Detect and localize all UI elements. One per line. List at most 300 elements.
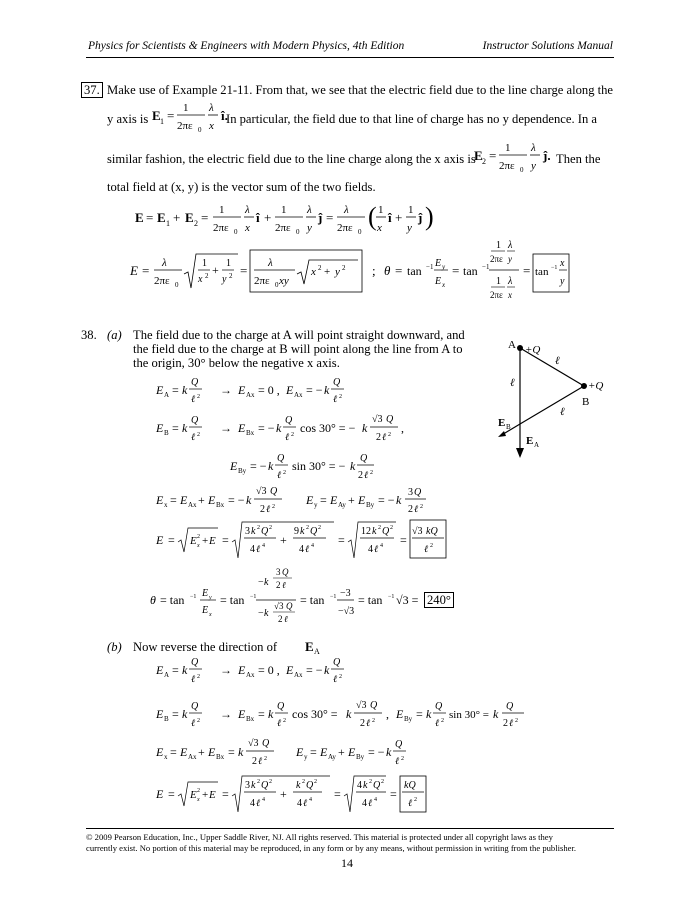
svg-text:2: 2 bbox=[482, 157, 486, 166]
svg-text:Ax: Ax bbox=[246, 671, 255, 679]
svg-text:Q: Q bbox=[506, 701, 514, 712]
footer-rule bbox=[86, 828, 614, 829]
svg-text:=: = bbox=[390, 787, 397, 801]
svg-text:=: = bbox=[523, 263, 531, 278]
svg-text:ℓ: ℓ bbox=[266, 504, 271, 515]
svg-text:2: 2 bbox=[378, 525, 381, 531]
svg-text:Ax: Ax bbox=[294, 671, 303, 679]
svg-text:=: = bbox=[167, 108, 175, 123]
svg-text:Q: Q bbox=[262, 738, 270, 749]
svg-text:E: E bbox=[238, 707, 246, 721]
svg-text:k: k bbox=[324, 663, 330, 677]
svg-text:= −: = − bbox=[228, 493, 245, 507]
svg-text:x: x bbox=[311, 266, 316, 278]
svg-text:= −: = − bbox=[306, 383, 323, 397]
svg-text:Q: Q bbox=[414, 487, 422, 498]
svg-text:+: + bbox=[324, 266, 331, 278]
svg-text:1: 1 bbox=[202, 258, 207, 269]
svg-text:= tan: = tan bbox=[358, 593, 383, 607]
svg-text:): ) bbox=[425, 202, 434, 231]
svg-text:= −: = − bbox=[306, 663, 323, 677]
svg-text:Ax: Ax bbox=[188, 501, 197, 509]
svg-text:4: 4 bbox=[250, 798, 255, 809]
svg-text:k: k bbox=[362, 421, 368, 435]
svg-text:2: 2 bbox=[276, 580, 281, 590]
svg-text:Q: Q bbox=[261, 526, 269, 537]
svg-text:E: E bbox=[396, 707, 404, 721]
svg-text:0: 0 bbox=[234, 228, 238, 236]
svg-text:E: E bbox=[156, 493, 164, 507]
svg-text:k: k bbox=[386, 745, 392, 759]
svg-text:= tan: = tan bbox=[300, 593, 325, 607]
svg-text:Q: Q bbox=[373, 780, 381, 791]
svg-text:=: = bbox=[489, 148, 497, 163]
svg-text:Q: Q bbox=[277, 453, 285, 464]
svg-text:1: 1 bbox=[408, 204, 414, 216]
p37-line3b: Then the bbox=[556, 152, 601, 166]
svg-text:λ: λ bbox=[268, 257, 273, 269]
svg-text:sin 30° =: sin 30° = bbox=[449, 709, 489, 721]
svg-text:+: + bbox=[202, 789, 209, 801]
svg-text:k: k bbox=[246, 493, 252, 507]
svg-text:=: = bbox=[228, 745, 235, 759]
svg-text:2πε: 2πε bbox=[254, 275, 270, 287]
svg-text:E: E bbox=[306, 493, 314, 507]
svg-text:2: 2 bbox=[264, 756, 267, 762]
svg-text:ℓ: ℓ bbox=[305, 544, 310, 555]
svg-text:E: E bbox=[190, 789, 197, 801]
svg-text:4: 4 bbox=[262, 543, 265, 549]
svg-text:k: k bbox=[251, 780, 256, 791]
svg-text:3: 3 bbox=[245, 780, 250, 791]
svg-text:E: E bbox=[286, 663, 294, 677]
footer-copyright-2: currently exist. No portion of this material may be reproduced, in any form or by any means, without permission in writing from the publisher. bbox=[86, 843, 576, 853]
svg-text:+: + bbox=[198, 493, 205, 507]
svg-text:E: E bbox=[286, 383, 294, 397]
svg-text:E: E bbox=[156, 383, 164, 397]
p38-part-b-label: (b) bbox=[107, 640, 122, 654]
svg-text:k: k bbox=[350, 459, 356, 473]
svg-text:Ax: Ax bbox=[246, 391, 255, 399]
svg-text:2πε: 2πε bbox=[213, 222, 229, 234]
svg-text:E: E bbox=[230, 459, 238, 473]
svg-text:4: 4 bbox=[309, 797, 312, 803]
svg-text:E: E bbox=[435, 258, 442, 269]
svg-text:î.: î. bbox=[221, 108, 228, 123]
svg-text:ℓ: ℓ bbox=[191, 394, 196, 405]
svg-text:2: 2 bbox=[257, 525, 260, 531]
page-number: 14 bbox=[341, 856, 353, 870]
p38-part-a-label: (a) bbox=[107, 328, 122, 342]
svg-text:2: 2 bbox=[342, 264, 346, 272]
svg-text:k: k bbox=[182, 707, 188, 721]
svg-text:Q: Q bbox=[270, 486, 278, 497]
svg-text:Q: Q bbox=[333, 377, 341, 388]
svg-text:1: 1 bbox=[496, 240, 501, 251]
svg-text:x: x bbox=[164, 501, 168, 509]
svg-text:By: By bbox=[366, 501, 375, 509]
p37-line1: Make use of Example 21-11. From that, we see that the electric field due to the line charge along the bbox=[107, 83, 614, 97]
svg-text:0: 0 bbox=[520, 166, 524, 174]
svg-text:k: k bbox=[300, 526, 305, 537]
svg-text:1: 1 bbox=[160, 117, 164, 126]
svg-text:Bx: Bx bbox=[246, 429, 255, 437]
svg-text:k: k bbox=[238, 745, 244, 759]
svg-text:2: 2 bbox=[257, 779, 260, 785]
svg-text:Q: Q bbox=[382, 526, 390, 537]
svg-text:Q: Q bbox=[386, 414, 394, 425]
svg-text:ℓ: ℓ bbox=[303, 798, 308, 809]
svg-text:θ: θ bbox=[150, 593, 156, 607]
svg-text:k: k bbox=[426, 707, 432, 721]
svg-text:x: x bbox=[442, 281, 446, 289]
svg-text:x: x bbox=[377, 222, 382, 234]
svg-text:k: k bbox=[324, 383, 330, 397]
svg-text:=: = bbox=[201, 210, 209, 225]
svg-text:ℓ: ℓ bbox=[374, 544, 379, 555]
svg-text:Q: Q bbox=[191, 415, 199, 426]
svg-text:2: 2 bbox=[197, 788, 200, 794]
svg-text:Q: Q bbox=[282, 567, 289, 577]
p37-line2b: In particular, the field due to that line of charge has no y dependence. In a bbox=[226, 112, 597, 126]
svg-text:y: y bbox=[222, 274, 227, 285]
svg-text:y: y bbox=[407, 222, 412, 234]
svg-text:2: 2 bbox=[441, 718, 444, 724]
svg-text:x: x bbox=[198, 274, 203, 285]
p38b-equations bbox=[150, 652, 510, 822]
svg-text:By: By bbox=[356, 753, 365, 761]
svg-text:Bx: Bx bbox=[246, 715, 255, 723]
svg-text:A: A bbox=[164, 671, 170, 679]
svg-text:ℓ: ℓ bbox=[366, 718, 371, 729]
svg-text:1: 1 bbox=[378, 204, 384, 216]
svg-text:ℓ: ℓ bbox=[395, 756, 400, 767]
svg-text:Q: Q bbox=[435, 701, 443, 712]
svg-text:√3: √3 bbox=[256, 486, 267, 497]
svg-text:E: E bbox=[156, 663, 164, 677]
svg-text:y: y bbox=[531, 160, 536, 172]
svg-text:k: k bbox=[182, 421, 188, 435]
svg-text:ℓ: ℓ bbox=[435, 718, 440, 729]
svg-text:0: 0 bbox=[175, 281, 179, 289]
svg-text:k: k bbox=[268, 707, 274, 721]
svg-text:E: E bbox=[156, 745, 164, 759]
svg-text:ℓ: ℓ bbox=[191, 674, 196, 685]
svg-text:−: − bbox=[258, 577, 264, 588]
svg-text:ĵ: ĵ bbox=[418, 210, 423, 225]
svg-text:k: k bbox=[251, 526, 256, 537]
svg-text:Q: Q bbox=[277, 701, 285, 712]
svg-text:2: 2 bbox=[414, 797, 417, 803]
svg-text:E: E bbox=[474, 148, 483, 163]
p37-line3a: similar fashion, the electric field due to the line charge along the x axis is bbox=[107, 152, 476, 166]
svg-text:k: k bbox=[363, 780, 368, 791]
svg-text:2πε: 2πε bbox=[499, 160, 515, 172]
svg-text:+: + bbox=[198, 745, 205, 759]
svg-text:2: 2 bbox=[278, 614, 283, 624]
svg-text:ℓ: ℓ bbox=[424, 544, 429, 555]
p38a-equations bbox=[150, 372, 510, 622]
svg-text:2: 2 bbox=[381, 779, 384, 785]
svg-text:E: E bbox=[202, 605, 209, 616]
svg-text:tan: tan bbox=[535, 266, 549, 278]
svg-text:ℓ: ℓ bbox=[282, 580, 286, 590]
svg-text:2: 2 bbox=[283, 470, 286, 476]
svg-text:2πε: 2πε bbox=[275, 222, 291, 234]
svg-text:√3: √3 bbox=[372, 414, 383, 425]
svg-text:+: + bbox=[280, 787, 287, 801]
svg-text:Q: Q bbox=[360, 453, 368, 464]
svg-text:0: 0 bbox=[358, 228, 362, 236]
svg-text:2πε: 2πε bbox=[177, 120, 193, 132]
svg-text:=: = bbox=[222, 787, 229, 801]
svg-text:λ: λ bbox=[508, 276, 513, 287]
header-manual-name: Instructor Solutions Manual bbox=[482, 40, 613, 52]
svg-text:2: 2 bbox=[272, 504, 275, 510]
svg-text:E: E bbox=[156, 787, 164, 801]
svg-text:E: E bbox=[156, 533, 164, 547]
svg-text:ℓ: ℓ bbox=[285, 432, 290, 443]
svg-text:E: E bbox=[296, 745, 304, 759]
svg-text:ℓ: ℓ bbox=[414, 504, 419, 515]
svg-text:ℓ: ℓ bbox=[191, 432, 196, 443]
svg-text:= −: = − bbox=[368, 745, 385, 759]
p37-line2a: y axis is bbox=[107, 112, 149, 126]
svg-text:2: 2 bbox=[306, 525, 309, 531]
svg-text:E: E bbox=[238, 383, 246, 397]
svg-text:2: 2 bbox=[339, 674, 342, 680]
svg-text:E: E bbox=[157, 210, 166, 225]
svg-text:x: x bbox=[164, 753, 168, 761]
svg-text:E: E bbox=[209, 535, 216, 547]
svg-text:ℓ: ℓ bbox=[277, 470, 282, 481]
svg-text:2: 2 bbox=[229, 272, 233, 280]
svg-text:2: 2 bbox=[314, 779, 317, 785]
svg-text:ℓ: ℓ bbox=[256, 544, 261, 555]
svg-text:B: B bbox=[164, 429, 169, 437]
svg-text:+: + bbox=[173, 210, 181, 225]
svg-text:3: 3 bbox=[245, 526, 250, 537]
svg-text:−1: −1 bbox=[388, 594, 395, 600]
svg-text:E: E bbox=[156, 707, 164, 721]
svg-text:= tan: = tan bbox=[160, 593, 185, 607]
svg-text:Q: Q bbox=[395, 739, 403, 750]
svg-text:4: 4 bbox=[262, 797, 265, 803]
problem-37-number: 37. bbox=[81, 82, 103, 98]
svg-text:k: k bbox=[296, 780, 301, 791]
svg-text:4: 4 bbox=[297, 798, 302, 809]
svg-text:12: 12 bbox=[361, 526, 371, 537]
p38-a-line3: the origin, 30° below the negative x axis. bbox=[133, 356, 340, 370]
svg-text:E: E bbox=[152, 108, 161, 123]
p38a-theta-answer: 240° bbox=[424, 592, 454, 608]
svg-text:2: 2 bbox=[369, 779, 372, 785]
svg-text:= −: = − bbox=[250, 459, 267, 473]
svg-text:4: 4 bbox=[368, 544, 373, 555]
svg-text:2: 2 bbox=[283, 718, 286, 724]
svg-text:A: A bbox=[314, 647, 320, 656]
svg-text:+: + bbox=[264, 210, 272, 225]
svg-text:=: = bbox=[452, 263, 460, 278]
svg-text:k: k bbox=[182, 383, 188, 397]
svg-text:ℓ: ℓ bbox=[191, 718, 196, 729]
svg-text:ℓ: ℓ bbox=[277, 718, 282, 729]
svg-text:ĵ: ĵ bbox=[318, 210, 323, 225]
svg-text:2: 2 bbox=[252, 756, 257, 767]
svg-text:2: 2 bbox=[318, 525, 321, 531]
svg-text:−1: −1 bbox=[482, 263, 490, 271]
p38b-Ey-tail bbox=[500, 700, 540, 736]
svg-text:2: 2 bbox=[269, 779, 272, 785]
svg-text:4: 4 bbox=[374, 797, 377, 803]
svg-text:Ay: Ay bbox=[328, 753, 336, 761]
svg-text:E: E bbox=[135, 210, 144, 225]
svg-text:;: ; bbox=[372, 263, 376, 278]
svg-text:xy: xy bbox=[279, 275, 289, 287]
svg-text:,: , bbox=[386, 707, 389, 721]
svg-text:√3 =: √3 = bbox=[396, 593, 419, 607]
svg-text:1: 1 bbox=[166, 219, 170, 228]
svg-text:By: By bbox=[404, 715, 413, 723]
svg-text:=: = bbox=[172, 421, 179, 435]
p38-a-line2: the field due to the charge at B will point along the line from A to bbox=[133, 342, 463, 356]
svg-text:1: 1 bbox=[281, 204, 287, 216]
svg-text:2: 2 bbox=[515, 718, 518, 724]
svg-text:Q: Q bbox=[306, 780, 314, 791]
svg-text:E: E bbox=[180, 745, 188, 759]
svg-text:2πε: 2πε bbox=[490, 290, 503, 300]
svg-text:k: k bbox=[396, 493, 402, 507]
svg-text:2: 2 bbox=[503, 718, 508, 729]
svg-text:−1: −1 bbox=[426, 263, 434, 271]
svg-text:9: 9 bbox=[294, 526, 299, 537]
svg-text:λ: λ bbox=[508, 240, 513, 251]
diagram-EA-sub: A bbox=[534, 441, 540, 449]
diagram-side-left: ℓ bbox=[510, 377, 515, 389]
svg-text:x: x bbox=[209, 120, 214, 132]
svg-text:A: A bbox=[164, 391, 170, 399]
svg-text:ĵ.: ĵ. bbox=[543, 148, 551, 163]
svg-text:=: = bbox=[326, 210, 334, 225]
svg-text:2: 2 bbox=[420, 504, 423, 510]
svg-text:tan: tan bbox=[407, 264, 422, 278]
p38-a-line1: The field due to the charge at A will point straight downward, and bbox=[133, 328, 465, 342]
svg-text:E: E bbox=[208, 745, 216, 759]
svg-text:k: k bbox=[346, 707, 352, 721]
svg-text:x: x bbox=[508, 290, 512, 300]
svg-text:ℓ: ℓ bbox=[368, 798, 373, 809]
diagram-label-A: A bbox=[508, 339, 516, 351]
svg-text:E: E bbox=[208, 493, 216, 507]
svg-text:→: → bbox=[220, 707, 232, 721]
diagram-side-top: ℓ bbox=[555, 355, 560, 367]
diagram-charge-B: +Q bbox=[588, 380, 604, 392]
svg-text:4: 4 bbox=[250, 544, 255, 555]
svg-text:= 0 ,: = 0 , bbox=[258, 663, 280, 677]
svg-text:λ: λ bbox=[531, 142, 536, 154]
diagram-side-bottom: ℓ bbox=[560, 406, 565, 418]
svg-text:Q: Q bbox=[191, 701, 199, 712]
svg-text:−1: −1 bbox=[250, 594, 257, 600]
svg-text:kQ: kQ bbox=[426, 526, 438, 537]
svg-text:4: 4 bbox=[380, 543, 383, 549]
svg-text:2: 2 bbox=[197, 534, 200, 540]
p38-b-line1: Now reverse the direction of bbox=[133, 640, 278, 654]
svg-text:2πε: 2πε bbox=[490, 254, 503, 264]
svg-text:Q: Q bbox=[191, 657, 199, 668]
svg-text:cos 30° =: cos 30° = bbox=[292, 707, 338, 721]
svg-text:2: 2 bbox=[388, 432, 391, 438]
svg-text:Q: Q bbox=[286, 601, 293, 611]
svg-text:k: k bbox=[372, 526, 377, 537]
svg-text:→: → bbox=[220, 383, 232, 397]
svg-text:=: = bbox=[168, 787, 175, 801]
svg-text:0: 0 bbox=[275, 281, 279, 289]
svg-text:=: = bbox=[320, 493, 327, 507]
svg-text:2: 2 bbox=[358, 470, 363, 481]
svg-text:2πε: 2πε bbox=[337, 222, 353, 234]
svg-text:ℓ: ℓ bbox=[258, 756, 263, 767]
svg-text:1: 1 bbox=[505, 142, 511, 154]
svg-text:=: = bbox=[170, 745, 177, 759]
svg-text:y: y bbox=[304, 753, 308, 761]
svg-text:Bx: Bx bbox=[216, 501, 225, 509]
svg-text:1: 1 bbox=[496, 276, 501, 287]
svg-text:E: E bbox=[238, 421, 246, 435]
svg-text:2: 2 bbox=[339, 394, 342, 400]
svg-text:î: î bbox=[256, 210, 260, 225]
p37-line4: total field at (x, y) is the vector sum of the two fields. bbox=[107, 180, 376, 194]
svg-text:λ: λ bbox=[307, 204, 312, 216]
svg-text:−1: −1 bbox=[551, 265, 558, 271]
svg-text:−: − bbox=[258, 608, 264, 619]
svg-text:√3: √3 bbox=[274, 601, 284, 611]
svg-text:Q: Q bbox=[310, 526, 318, 537]
svg-text:= tan: = tan bbox=[220, 593, 245, 607]
svg-text:,: , bbox=[401, 421, 404, 435]
svg-text:k: k bbox=[182, 663, 188, 677]
svg-text:2: 2 bbox=[260, 504, 265, 515]
p37-eq-magnitude-angle bbox=[130, 240, 570, 304]
svg-text:E: E bbox=[185, 210, 194, 225]
svg-text:=: = bbox=[258, 707, 265, 721]
svg-text:E: E bbox=[180, 493, 188, 507]
svg-text:2: 2 bbox=[291, 432, 294, 438]
svg-text:tan: tan bbox=[463, 264, 478, 278]
svg-text:2: 2 bbox=[197, 432, 200, 438]
svg-text:E: E bbox=[156, 421, 164, 435]
svg-text:Q: Q bbox=[370, 700, 378, 711]
svg-text:2: 2 bbox=[401, 756, 404, 762]
svg-text:2: 2 bbox=[197, 718, 200, 724]
svg-text:2: 2 bbox=[194, 219, 198, 228]
svg-text:λ: λ bbox=[162, 257, 167, 269]
svg-text:Q: Q bbox=[191, 377, 199, 388]
svg-text:y: y bbox=[560, 276, 565, 287]
svg-text:k: k bbox=[264, 577, 269, 588]
svg-text:1: 1 bbox=[183, 102, 189, 114]
svg-text:0: 0 bbox=[296, 228, 300, 236]
diagram-EB: E bbox=[498, 417, 506, 429]
svg-text:2: 2 bbox=[269, 525, 272, 531]
svg-text:E: E bbox=[130, 263, 138, 278]
svg-text:k: k bbox=[268, 459, 274, 473]
svg-text:=: = bbox=[338, 533, 345, 547]
svg-text:4: 4 bbox=[299, 544, 304, 555]
svg-text:cos 30° = −: cos 30° = − bbox=[300, 421, 356, 435]
svg-text:E: E bbox=[209, 789, 216, 801]
svg-text:λ: λ bbox=[209, 102, 214, 114]
